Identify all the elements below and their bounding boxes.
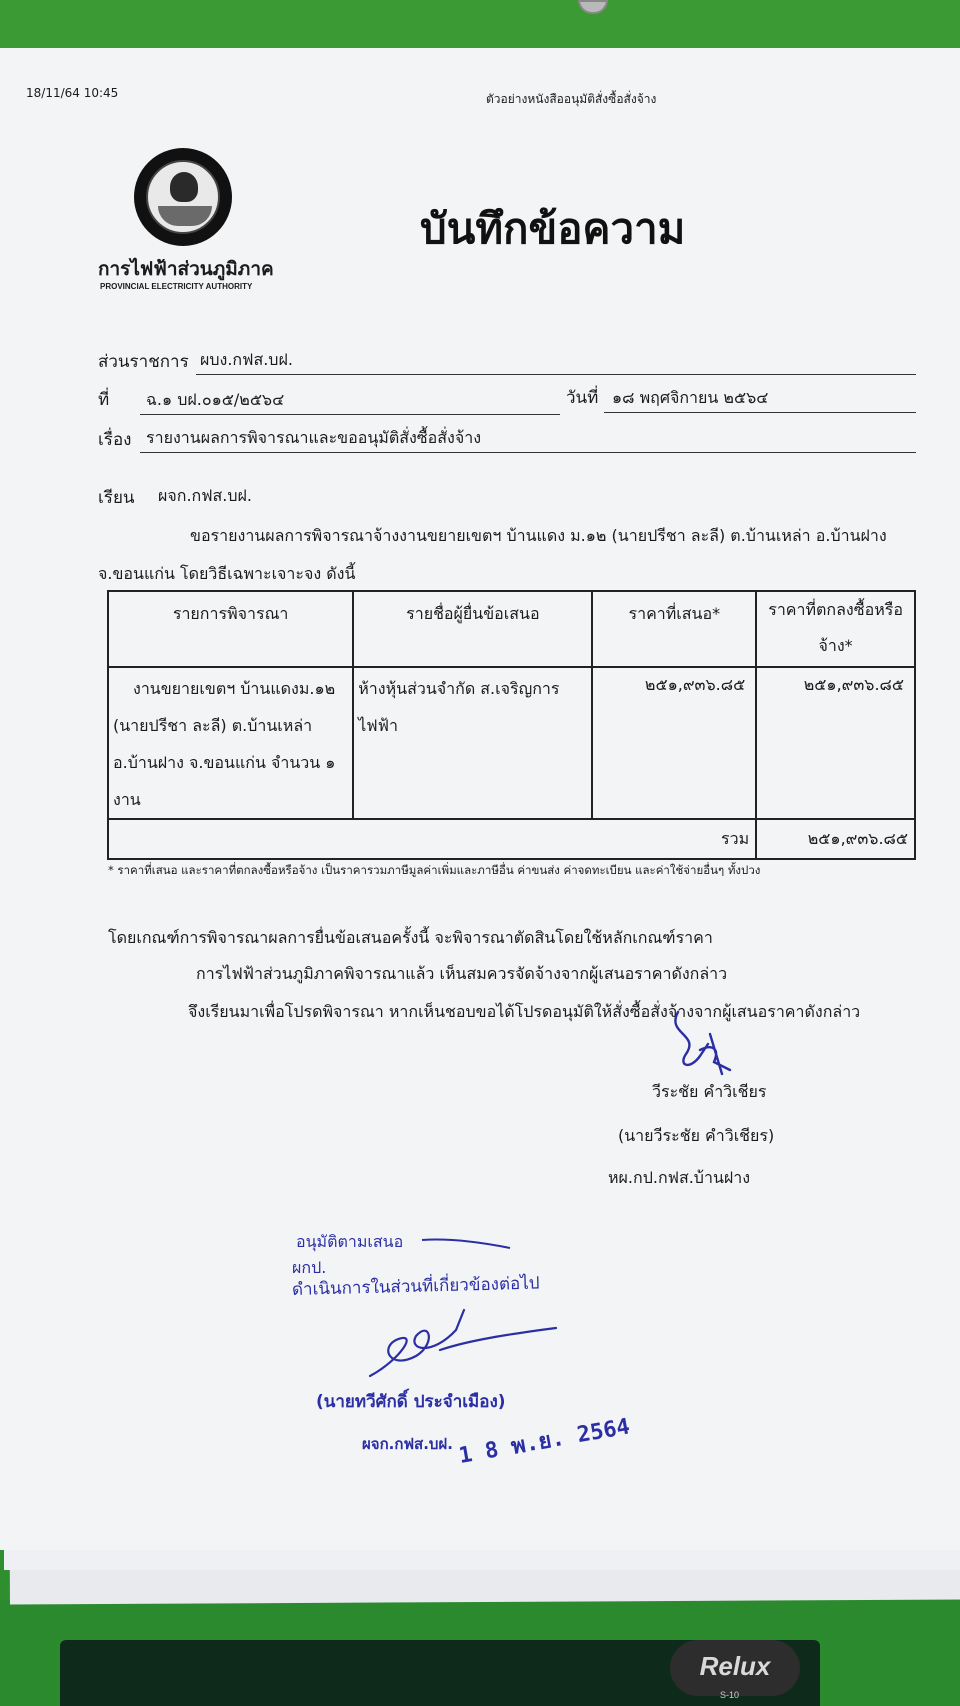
- document-title: บันทึกข้อความ: [420, 204, 686, 253]
- approver-position: ผจก.กฟส.บฝ.: [362, 1435, 453, 1453]
- signer-signature: [660, 1004, 760, 1084]
- department-underline: [196, 374, 916, 375]
- table-header-cell: รายการพิจารณา: [108, 591, 353, 667]
- table-header-cell: ราคาที่ตกลงซื้อหรือจ้าง*: [756, 591, 915, 667]
- intro-line-1: ขอรายงานผลการพิจารณาจ้างงานขยายเขตฯ บ้านแดง ม.๑๒ (นายปรีชา ละลี) ต.บ้านเหล่า อ.บ้านฝาง: [190, 526, 887, 545]
- brand-logo: Relux: [670, 1640, 800, 1696]
- signer-name: วีระชัย คำวิเชียร: [652, 1082, 767, 1101]
- print-datetime: 18/11/64 10:45: [26, 86, 119, 100]
- table-cell-offered-price: ๒๕๑,๙๓๖.๘๕: [592, 667, 756, 819]
- body-line-2: การไฟฟ้าส่วนภูมิภาคพิจารณาแล้ว เห็นสมควรจัดจ้างจากผู้เสนอราคาดังกล่าว: [196, 964, 728, 983]
- salutation-value: ผจก.กฟส.บฝ.: [158, 486, 253, 505]
- table-cell-agreed-price: ๒๕๑,๙๓๖.๘๕: [756, 667, 915, 819]
- consideration-table: [107, 590, 916, 860]
- footnote: * ราคาที่เสนอ และราคาที่ตกลงซื้อหรือจ้าง เป็นราคารวมภาษีมูลค่าเพิ่มและภาษีอื่น ค่าขนส่ง ค่าจดทะเบียน และค่าใช้จ่ายอื่นๆ ทั้งปวง: [108, 863, 761, 877]
- date-label: วันที่: [566, 388, 599, 408]
- ref-value: ฉ.๑ บฝ.๐๑๕/๒๕๖๔: [146, 390, 285, 409]
- pea-logo: [134, 148, 232, 246]
- department-value: ผบง.กฟส.บฝ.: [200, 350, 293, 369]
- ref-label: ที่: [98, 390, 110, 410]
- date-value: ๑๘ พฤศจิกายน ๒๕๖๔: [612, 388, 769, 407]
- signer-position: หผ.กป.กฟส.บ้านฝาง: [608, 1168, 751, 1187]
- ref-underline: [140, 414, 560, 415]
- approver-signature: [360, 1300, 560, 1384]
- department-label: ส่วนราชการ: [98, 352, 189, 372]
- approval-strike: [420, 1236, 512, 1250]
- template-label: ตัวอย่างหนังสืออนุมัติสั่งซื้อสั่งจ้าง: [486, 92, 657, 106]
- table-cell-bidder: ห้างหุ้นส่วนจำกัด ส.เจริญการไฟฟ้า: [353, 667, 592, 819]
- table-header-cell: รายชื่อผู้ยื่นข้อเสนอ: [353, 591, 592, 667]
- subject-value: รายงานผลการพิจารณาและขออนุมัติสั่งซื้อสั่งจ้าง: [146, 428, 481, 447]
- received-date-stamp: 1 8 พ.ย. 2564: [456, 1414, 632, 1470]
- table-total-label: รวม: [108, 819, 756, 859]
- table-total-row: [108, 819, 915, 859]
- body-line-3: จึงเรียนมาเพื่อโปรดพิจารณา หากเห็นชอบขอได้โปรดอนุมัติให้สั่งซื้อสั่งจ้างจากผู้เสนอราคาดังกล่าว: [188, 1002, 861, 1021]
- date-underline: [604, 412, 916, 413]
- signer-full-name: (นายวีระชัย คำวิเชียร): [618, 1126, 775, 1145]
- brand-model: S-10: [720, 1690, 740, 1700]
- approver-name: (นายทวีศักดิ์ ประจำเมือง): [316, 1392, 506, 1412]
- table-header-row: [108, 591, 915, 667]
- approval-line-1: อนุมัติตามเสนอ: [296, 1232, 404, 1251]
- salutation-label: เรียน: [98, 488, 135, 508]
- intro-line-2: จ.ขอนแก่น โดยวิธีเฉพาะเจาะจง ดังนี้: [98, 564, 356, 583]
- subject-label: เรื่อง: [98, 430, 132, 450]
- table-header-cell: ราคาที่เสนอ*: [592, 591, 756, 667]
- approval-line-2: ผกป.: [292, 1258, 327, 1277]
- approval-line-3: ดำเนินการในส่วนที่เกี่ยวข้องต่อไป: [291, 1273, 540, 1300]
- org-name-th: การไฟฟ้าส่วนภูมิภาค: [98, 258, 274, 280]
- org-name-en: PROVINCIAL ELECTRICITY AUTHORITY: [100, 282, 253, 291]
- table-row: [108, 667, 915, 819]
- subject-underline: [140, 452, 916, 453]
- body-line-1: โดยเกณฑ์การพิจารณาผลการยื่นข้อเสนอครั้งนี้ จะพิจารณาตัดสินโดยใช้หลักเกณฑ์ราคา: [108, 928, 713, 947]
- table-cell-item: งานขยายเขตฯ บ้านแดงม.๑๒ (นายปรีชา ละลี) ต.บ้านเหล่า อ.บ้านฝาง จ.ขอนแก่น จำนวน ๑ งาน: [108, 667, 353, 819]
- table-total-value: ๒๕๑,๙๓๖.๘๕: [756, 819, 915, 859]
